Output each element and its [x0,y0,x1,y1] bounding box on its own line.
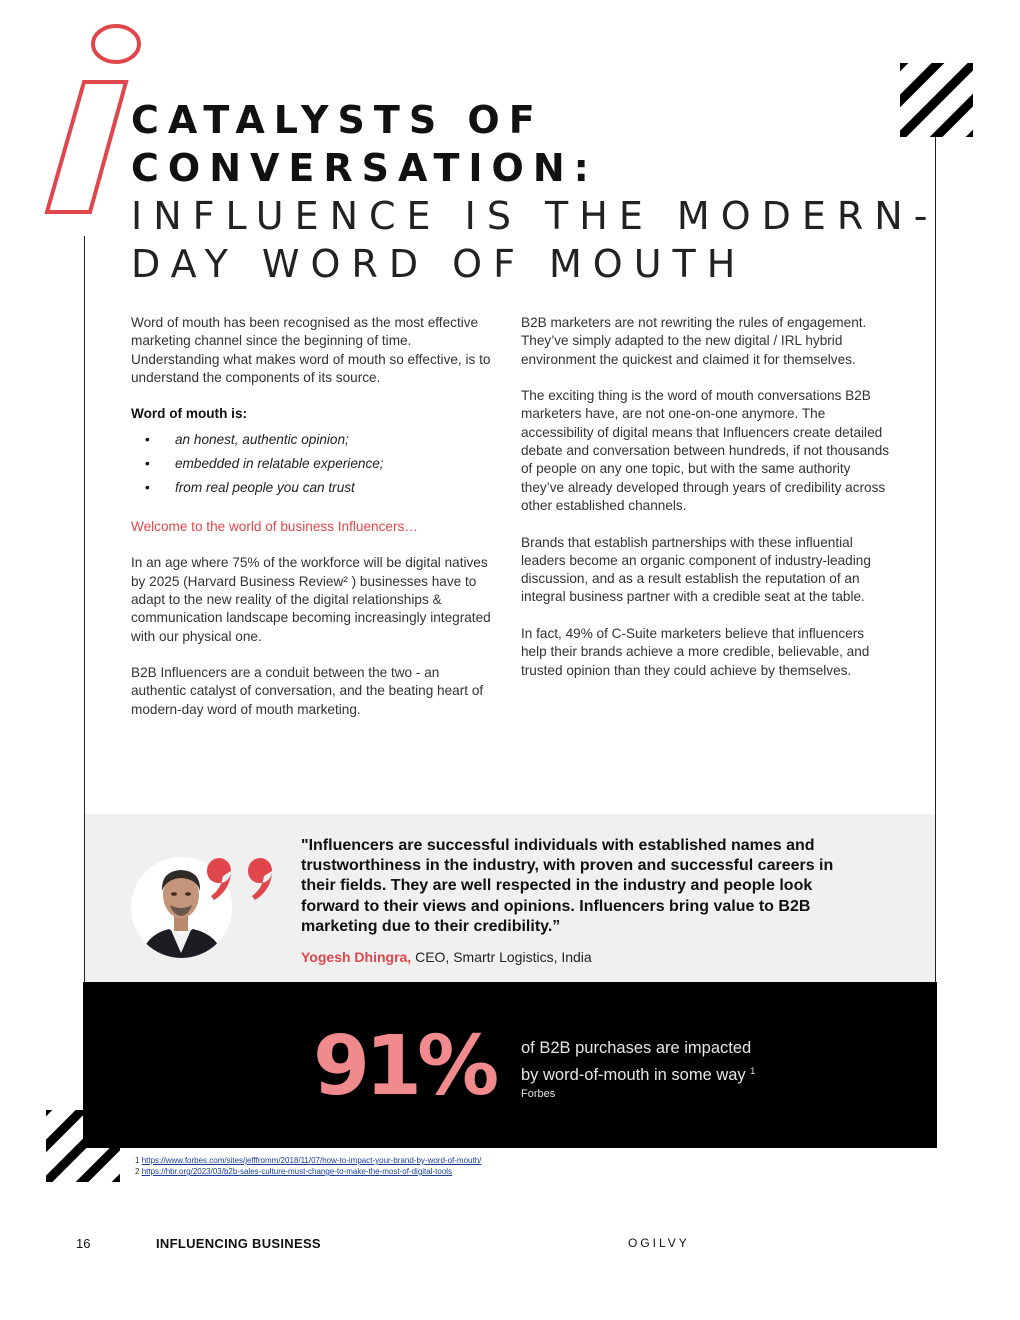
intro-paragraph: Word of mouth has been recognised as the most effective marketing channel since the beginning of time. Understanding what makes word of mouth so effective, is to understand the components of its source. [131,315,491,385]
footnote-link-forbes[interactable]: https://www.forbes.com/sites/jefffromm/2018/11/07/how-to-impact-your-brand-by-word-of-mouth/ [141,1156,482,1165]
footnote-1 [135,1155,481,1166]
footnote-number: 2 [135,1167,140,1176]
footnote-number: 1 [135,1156,140,1165]
welcome-line: Welcome to the world of business Influencers… [131,518,418,534]
page-subtitle [131,192,938,288]
rules-paragraph: B2B marketers are not rewriting the rules of engagement. They’ve simply adapted to the new digital / IRL hybrid environment the quickest and claimed it for themselves. [521,315,867,367]
wom-list-item: • from real people you can trust [131,476,491,500]
title-line-1: CATALYSTS OF [131,98,544,142]
wom-list-item: • an honest, authentic opinion; [131,428,491,452]
conduit-paragraph: B2B Influencers are a conduit between the two - an authentic catalyst of conversation, and the beating heart of modern-day word of mouth marketing. [131,665,484,717]
wom-list-item: • embedded in relatable experience; [131,452,491,476]
stat-number: 91% [313,1019,495,1114]
publication-name: INFLUENCING BUSINESS [156,1236,321,1251]
brand-name: OGILVY [628,1236,690,1250]
quote-attribution [301,949,592,965]
stat-source: Forbes [521,1088,556,1100]
stat-line-2-text: by word-of-mouth in some way [521,1066,746,1084]
quote-author-role: CEO, Smartr Logistics, India [411,949,592,965]
stat-line-1: of B2B purchases are impacted [521,1039,752,1057]
footnote-2 [135,1166,481,1177]
wom-heading: Word of mouth is: [131,406,248,422]
frame-line-left [84,236,85,816]
quote-author-name: Yogesh Dhingra, [301,949,412,965]
stat-line-2 [521,1060,821,1087]
page-number: 16 [76,1236,91,1251]
subtitle-line-2: DAY WORD OF MOUTH [131,242,747,286]
exciting-paragraph: The exciting thing is the word of mouth conversations B2B marketers have, are not one-on-one anymore. The accessibility of digital means that Influencers create detailed debate and conversation between hundreds, if not thousands of people on any one topic, but with the same authority they’ve already developed through years of credibility across other established channels. [521,388,890,513]
workforce-paragraph: In an age where 75% of the workforce will be digital natives by 2025 (Harvard Business Review² ) businesses have to adapt to the new reality of the digital relationships & communication landscape becoming increasingly integrated with our physical one. [131,555,491,644]
stat-footnote-ref: 1 [750,1066,756,1076]
brands-paragraph: Brands that establish partnerships with these influential leaders become an organic component of industry-leading discussion, and as a result establish the reputation of an integral business partner with a credible seat at the table. [521,534,871,605]
footnote-link-hbr[interactable]: https://hbr.org/2023/03/b2b-sales-culture-must-change-to-make-the-most-of-digital-tools [141,1167,453,1176]
stat-description [521,1037,821,1087]
title-line-2: CONVERSATION: [131,146,598,190]
right-column [521,314,891,698]
footnotes [135,1155,481,1177]
diagonal-stripes-top-right-icon [900,63,973,137]
subtitle-line-1: INFLUENCE IS THE MODERN- [131,194,939,238]
fact-paragraph: In fact, 49% of C-Suite marketers believe that influencers help their brands achieve a more credible, believable, and trusted opinion than they could achieve by themselves. [521,626,870,678]
quote-text: "Influencers are successful individuals with established names and trustworthiness in the industry, with proven and successful careers in their fields. They are well respected in the industry and people look forward to their views and opinions. Influencers bring value to B2B marketing due to their credibility.” [301,837,834,935]
page-title [131,96,598,192]
quote-marks-icon [206,856,276,902]
wom-list [131,428,491,500]
left-column [131,314,491,737]
